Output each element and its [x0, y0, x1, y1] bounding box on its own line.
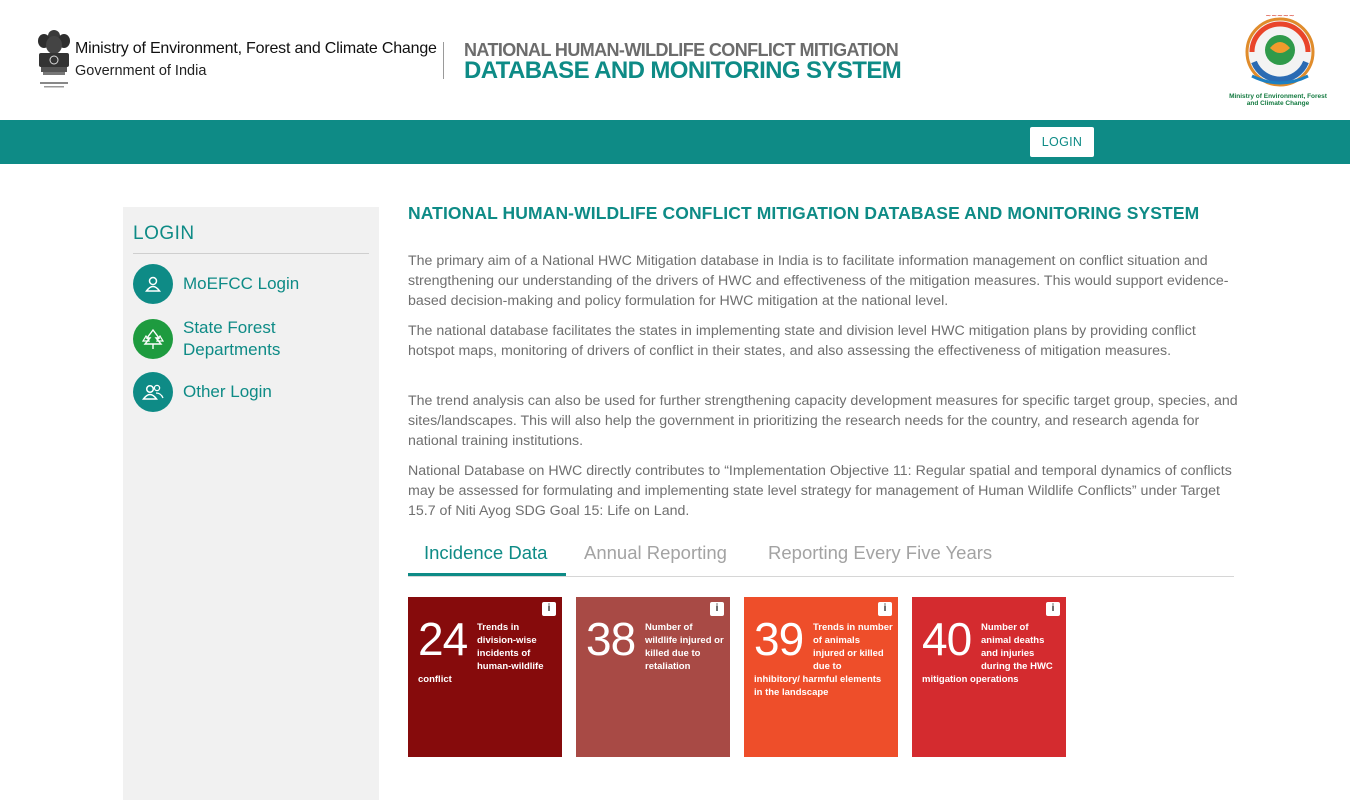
incidence-card-39[interactable]: [744, 597, 898, 757]
intro-paragraph: National Database on HWC directly contributes to “Implementation Objective 11: Regular spatial and temporal dynamics of conflicts may be assessed for formulating and implementing state level strategy for management of Human Wildlife Conflicts” under Target 15.7 of Niti Ayog SDG Goal 15: Life on Land.: [408, 463, 1232, 519]
sidebar-item-state-forest-departments[interactable]: [133, 317, 313, 361]
sidebar-divider: [133, 253, 369, 254]
system-title-line1: NATIONAL HUMAN-WILDLIFE CONFLICT MITIGATION: [464, 40, 899, 60]
intro-paragraph: The trend analysis can also be used for further strengthening capacity development measures for specific target group, species, and sites/landscapes. This will also help the government in prioritizing the research needs for the country, and research agenda for national training institutions.: [408, 393, 1238, 449]
header-divider: [443, 42, 444, 79]
intro-paragraph: The national database facilitates the states in implementing state and division level HWC mitigation plans by providing conflict hotspot maps, monitoring of drivers of conflict in their states, and also assessing the effectiveness of mitigation measures.: [408, 323, 1196, 359]
card-number: 40: [922, 613, 972, 665]
sidebar-title: LOGIN: [133, 223, 195, 244]
card-description: Number of wildlife injured or killed due to retaliation: [645, 622, 724, 672]
card-number: 24: [418, 613, 468, 665]
sidebar-item-moefcc-login[interactable]: [133, 264, 299, 304]
sidebar-item-label: MoEFCC Login: [183, 274, 300, 293]
tab-reporting-every-five-years[interactable]: Reporting Every Five Years: [768, 542, 993, 563]
card-description: Trends in division-wise incidents of human-wildlife: [477, 622, 544, 672]
card-description: Trends in number of animals injured or killed due to: [813, 622, 893, 672]
intro-paragraph: The primary aim of a National HWC Mitigation database in India is to facilitate information management on conflict situation and strengthening our understanding of the drivers of HWC and effectiveness of the mitigation measures. This would support evidence-based decision-making and policy formulation for HWC mitigation at the national level.: [408, 253, 1229, 309]
system-title-line2: DATABASE AND MONITORING SYSTEM: [464, 57, 902, 84]
top-navbar: [0, 120, 1350, 164]
login-sidebar: [123, 207, 379, 800]
card-description-cont: mitigation operations: [922, 674, 1019, 685]
sidebar-item-other-login[interactable]: [133, 372, 272, 412]
sidebar-item-label: State Forest Departments: [183, 318, 281, 359]
government-name: Government of India: [75, 63, 207, 79]
info-icon[interactable]: i: [1046, 602, 1060, 616]
tab-annual-reporting[interactable]: Annual Reporting: [584, 542, 727, 563]
sidebar-item-label: Other Login: [183, 382, 272, 401]
card-number: 39: [754, 613, 804, 665]
user-icon: [133, 264, 173, 304]
card-description-cont: conflict: [418, 674, 452, 685]
info-icon[interactable]: i: [710, 602, 724, 616]
card-description: Number of animal deaths and injuries during the HWC: [981, 622, 1053, 672]
svg-text:~~~~~: ~~~~~: [1265, 12, 1295, 20]
card-number: 38: [586, 613, 636, 665]
header-login-button[interactable]: LOGIN: [1030, 127, 1094, 157]
users-icon: [133, 372, 173, 412]
tab-incidence-data[interactable]: Incidence Data: [424, 542, 548, 563]
info-icon[interactable]: i: [542, 602, 556, 616]
incidence-card-40[interactable]: [912, 597, 1066, 757]
page-title: NATIONAL HUMAN-WILDLIFE CONFLICT MITIGATION DATABASE AND MONITORING SYSTEM: [408, 203, 1200, 223]
site-header: [0, 0, 1350, 120]
info-icon[interactable]: i: [878, 602, 892, 616]
card-description-cont: inhibitory/ harmful elements in the landscape: [754, 674, 882, 698]
incidence-card-38[interactable]: [576, 597, 730, 757]
ministry-name: Ministry of Environment, Forest and Climate Change: [75, 40, 437, 57]
active-tab-indicator: [408, 573, 566, 576]
trees-icon: [133, 319, 173, 359]
report-tabs: [408, 540, 1234, 577]
national-emblem-icon: [34, 27, 74, 91]
logo-caption: Ministry of Environment, Forest and Climate Change: [1229, 93, 1327, 107]
incidence-card-24[interactable]: [408, 597, 562, 757]
